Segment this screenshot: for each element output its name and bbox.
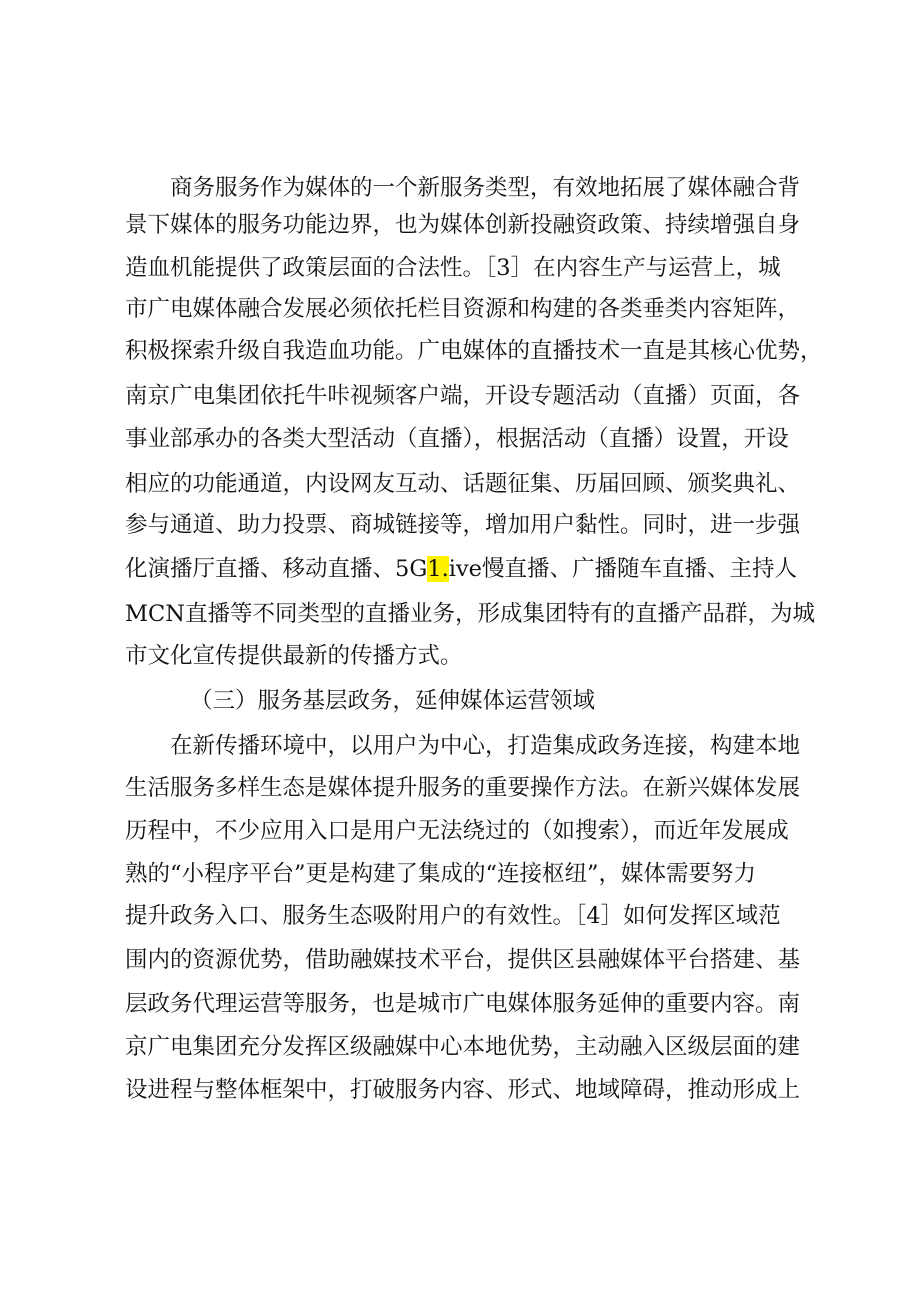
paragraph-2-line-1: 在新传播环境中，以用户为中心，打造集成政务连接，构建本地	[170, 733, 801, 759]
highlighted-text: 1.	[427, 556, 449, 582]
paragraph-1-line-8: 相应的功能通道，内设网友互动、话题征集、历届回顾、颁奖典礼、	[125, 471, 801, 497]
paragraph-1-line-7: 事业部承办的各类大型活动（直播），根据活动（直播）设置，开设	[125, 426, 789, 452]
paragraph-1-line-6: 南京广电集团依托牛咔视频客户端，开设专题活动（直播）页面，各	[125, 383, 801, 409]
section-heading: （三）服务基层政务，延伸媒体运营领域	[190, 688, 596, 714]
paragraph-1-line-3: 造血机能提供了政策层面的合法性。［3］在内容生产与运营上，城	[125, 255, 781, 281]
paragraph-2-line-2: 生活服务多样生态是媒体提升服务的重要操作方法。在新兴媒体发展	[125, 775, 801, 801]
paragraph-1-line-5: 积极探索升级自我造血功能。广电媒体的直播技术一直是其核心优势，	[125, 338, 823, 364]
paragraph-1-line-10	[125, 551, 797, 587]
paragraph-1-line-1: 商务服务作为媒体的一个新服务类型，有效地拓展了媒体融合背	[170, 175, 801, 201]
paragraph-1-line-9: 参与通道、助力投票、商城链接等，增加用户黏性。同时，进一步强	[125, 512, 801, 538]
paragraph-2-line-7: 层政务代理运营等服务，也是城市广电媒体服务延伸的重要内容。南	[125, 991, 801, 1017]
line-text-after: ive慢直播、广播随车直播、主持人	[448, 556, 797, 582]
paragraph-2-line-8: 京广电集团充分发挥区级融媒中心本地优势，主动融入区级层面的建	[125, 1034, 801, 1060]
paragraph-1-line-2: 景下媒体的服务功能边界，也为媒体创新投融资政策、持续增强自身	[125, 212, 801, 238]
paragraph-1-line-11: MCN直播等不同类型的直播业务，形成集团特有的直播产品群，为城	[125, 601, 815, 627]
line-text-before: 化演播厅直播、移动直播、5G	[125, 556, 428, 582]
paragraph-2-line-3: 历程中，不少应用入口是用户无法绕过的（如搜索），而近年发展成	[125, 818, 789, 844]
paragraph-2-line-9: 设进程与整体框架中，打破服务内容、形式、地域障碍，推动形成上	[125, 1077, 801, 1103]
paragraph-2-line-5: 提升政务入口、服务生态吸附用户的有效性。［4］如何发挥区域范	[125, 903, 781, 929]
paragraph-2-line-6: 围内的资源优势，借助融媒技术平台，提供区县融媒体平台搭建、基	[125, 947, 801, 973]
paragraph-2-line-4: 熟的“小程序平台”更是构建了集成的“连接枢纽”，媒体需要努力	[125, 861, 757, 887]
paragraph-1-line-12: 市文化宣传提供最新的传播方式。	[125, 643, 463, 669]
paragraph-1-line-4: 市广电媒体融合发展必须依托栏目资源和构建的各类垂类内容矩阵，	[125, 296, 801, 322]
